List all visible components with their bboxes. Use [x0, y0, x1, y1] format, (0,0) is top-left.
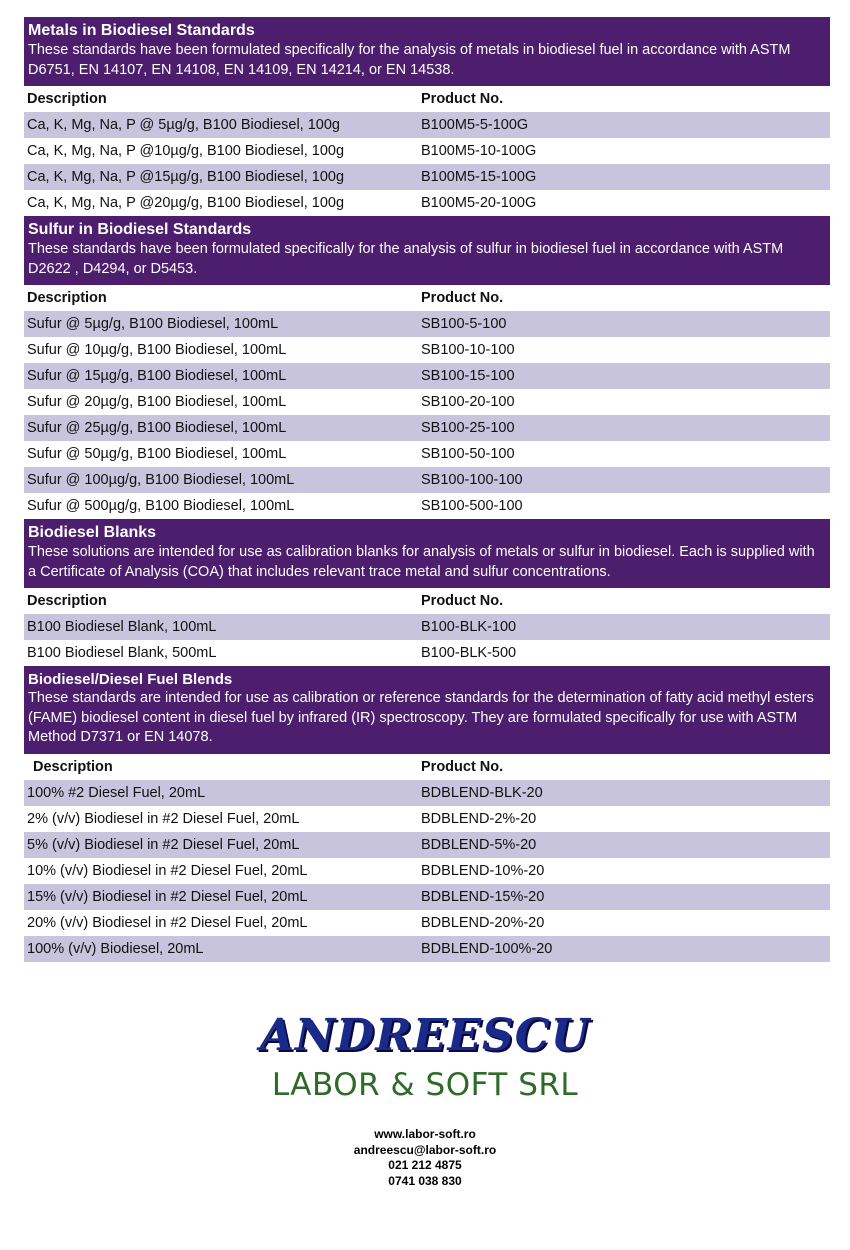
table-row	[24, 441, 830, 467]
row-description: Sufur @ 50µg/g, B100 Biodiesel, 100mL	[27, 446, 287, 462]
table-row	[24, 190, 830, 216]
table-row	[24, 910, 830, 936]
table-header	[24, 86, 830, 112]
row-product: B100M5-5-100G	[421, 117, 529, 133]
phone-2: 0741 038 830	[388, 1173, 462, 1188]
section-title: Biodiesel Blanks	[28, 524, 157, 541]
row-description: Sufur @ 20µg/g, B100 Biodiesel, 100mL	[27, 394, 287, 410]
row-description: 100% (v/v) Biodiesel, 20mL	[27, 940, 204, 957]
row-product: SB100-15-100	[421, 368, 515, 384]
table-header	[24, 285, 830, 311]
column-description: Description	[27, 91, 107, 107]
table-row	[24, 337, 830, 363]
row-product: B100-BLK-500	[421, 645, 517, 661]
website-link[interactable]: www.labor-soft.ro	[374, 1127, 476, 1141]
row-product: B100M5-10-100G	[421, 143, 537, 159]
section-description: These solutions are intended for use as calibration blanks for analysis of metals or sulfur in biodiesel. Each is supplied with a Certificate of Analysis (COA) that includes relevant trace metal and sulfur concentrations.	[28, 544, 815, 580]
row-product: BDBLEND-2%-20	[421, 810, 537, 827]
column-description: Description	[33, 758, 113, 775]
row-product: B100-BLK-100	[421, 619, 517, 635]
table-row	[24, 493, 830, 519]
section-blanks	[24, 519, 830, 666]
row-description: Sufur @ 5µg/g, B100 Biodiesel, 100mL	[27, 316, 279, 332]
contact-info	[0, 1127, 850, 1189]
table-row	[24, 467, 830, 493]
row-description: Sufur @ 500µg/g, B100 Biodiesel, 100mL	[27, 498, 295, 514]
row-product: BDBLEND-5%-20	[421, 836, 537, 853]
table-header	[24, 754, 830, 780]
column-description: Description	[27, 290, 107, 306]
phone-1: 021 212 4875	[388, 1158, 462, 1172]
section-title: Sulfur in Biodiesel Standards	[28, 221, 252, 238]
row-description: B100 Biodiesel Blank, 500mL	[27, 645, 217, 661]
row-product: BDBLEND-10%-20	[421, 862, 545, 879]
table-row	[24, 936, 830, 962]
section-description: These standards have been formulated specifically for the analysis of metals in biodiesel fuel in accordance with ASTM D6751, EN 14107, EN 14108, EN 14109, EN 14214, or EN 14538.	[28, 42, 791, 78]
section-metals	[24, 17, 830, 216]
table-row	[24, 112, 830, 138]
table-row	[24, 138, 830, 164]
section-header	[24, 519, 830, 588]
table-row	[24, 884, 830, 910]
section-description: These standards have been formulated specifically for the analysis of sulfur in biodiesel fuel in accordance with ASTM D2622 , D4294, or D5453.	[28, 241, 784, 277]
row-product: BDBLEND-100%-20	[421, 940, 553, 957]
column-product: Product No.	[421, 91, 504, 107]
section-header	[24, 17, 830, 86]
section-description: These standards are intended for use as calibration or reference standards for the determination of fatty acid methyl esters (FAME) biodiesel content in diesel fuel by infrared (IR) spectroscopy. They are formulated specifically for use with ASTM Method D7371 or EN 14078.	[28, 690, 814, 745]
row-description: Ca, K, Mg, Na, P @10µg/g, B100 Biodiesel, 100g	[27, 143, 345, 159]
catalog-content	[24, 17, 830, 962]
section-blends	[24, 666, 830, 962]
row-product: SB100-25-100	[421, 420, 515, 436]
table-row	[24, 389, 830, 415]
table-row	[24, 640, 830, 666]
table-row	[24, 832, 830, 858]
row-description: Sufur @ 100µg/g, B100 Biodiesel, 100mL	[27, 472, 295, 488]
section-header	[24, 666, 830, 754]
section-title: Biodiesel/Diesel Fuel Blends	[28, 671, 233, 688]
table-row	[24, 614, 830, 640]
row-description: B100 Biodiesel Blank, 100mL	[27, 619, 217, 635]
row-description: Sufur @ 15µg/g, B100 Biodiesel, 100mL	[27, 368, 287, 384]
section-header	[24, 216, 830, 285]
table-header	[24, 588, 830, 614]
section-title: Metals in Biodiesel Standards	[28, 22, 255, 39]
row-product: BDBLEND-BLK-20	[421, 784, 543, 801]
column-product: Product No.	[421, 593, 504, 609]
company-logo-subtitle: LABOR & SOFT SRL	[271, 1067, 579, 1103]
row-product: B100M5-20-100G	[421, 195, 537, 211]
email-link[interactable]: andreescu@labor-soft.ro	[353, 1142, 497, 1157]
company-logo-name: ANDREESCU	[259, 1010, 591, 1061]
row-description: Ca, K, Mg, Na, P @ 5µg/g, B100 Biodiesel, 100g	[27, 117, 340, 133]
row-product: BDBLEND-15%-20	[421, 888, 545, 905]
table-row	[24, 806, 830, 832]
row-product: BDBLEND-20%-20	[421, 914, 545, 931]
row-product: SB100-5-100	[421, 316, 507, 332]
column-product: Product No.	[421, 290, 504, 306]
row-product: SB100-500-100	[421, 498, 523, 514]
table-row	[24, 164, 830, 190]
column-product: Product No.	[421, 758, 504, 775]
row-description: 15% (v/v) Biodiesel in #2 Diesel Fuel, 20mL	[27, 888, 308, 905]
table-row	[24, 363, 830, 389]
table-row	[24, 415, 830, 441]
row-product: B100M5-15-100G	[421, 169, 537, 185]
row-description: 10% (v/v) Biodiesel in #2 Diesel Fuel, 20mL	[27, 862, 308, 879]
row-description: Sufur @ 25µg/g, B100 Biodiesel, 100mL	[27, 420, 287, 436]
row-description: Ca, K, Mg, Na, P @20µg/g, B100 Biodiesel, 100g	[27, 195, 345, 211]
table-row	[24, 858, 830, 884]
row-description: 2% (v/v) Biodiesel in #2 Diesel Fuel, 20mL	[27, 810, 300, 827]
row-product: SB100-50-100	[421, 446, 515, 462]
row-product: SB100-100-100	[421, 472, 523, 488]
row-product: SB100-10-100	[421, 342, 515, 358]
section-sulfur	[24, 216, 830, 519]
row-description: 20% (v/v) Biodiesel in #2 Diesel Fuel, 20mL	[27, 914, 308, 931]
table-row	[24, 311, 830, 337]
row-description: 5% (v/v) Biodiesel in #2 Diesel Fuel, 20mL	[27, 836, 300, 853]
row-description: 100% #2 Diesel Fuel, 20mL	[27, 784, 206, 801]
table-row	[24, 780, 830, 806]
row-product: SB100-20-100	[421, 394, 515, 410]
column-description: Description	[27, 593, 107, 609]
row-description: Sufur @ 10µg/g, B100 Biodiesel, 100mL	[27, 342, 287, 358]
row-description: Ca, K, Mg, Na, P @15µg/g, B100 Biodiesel, 100g	[27, 169, 345, 185]
